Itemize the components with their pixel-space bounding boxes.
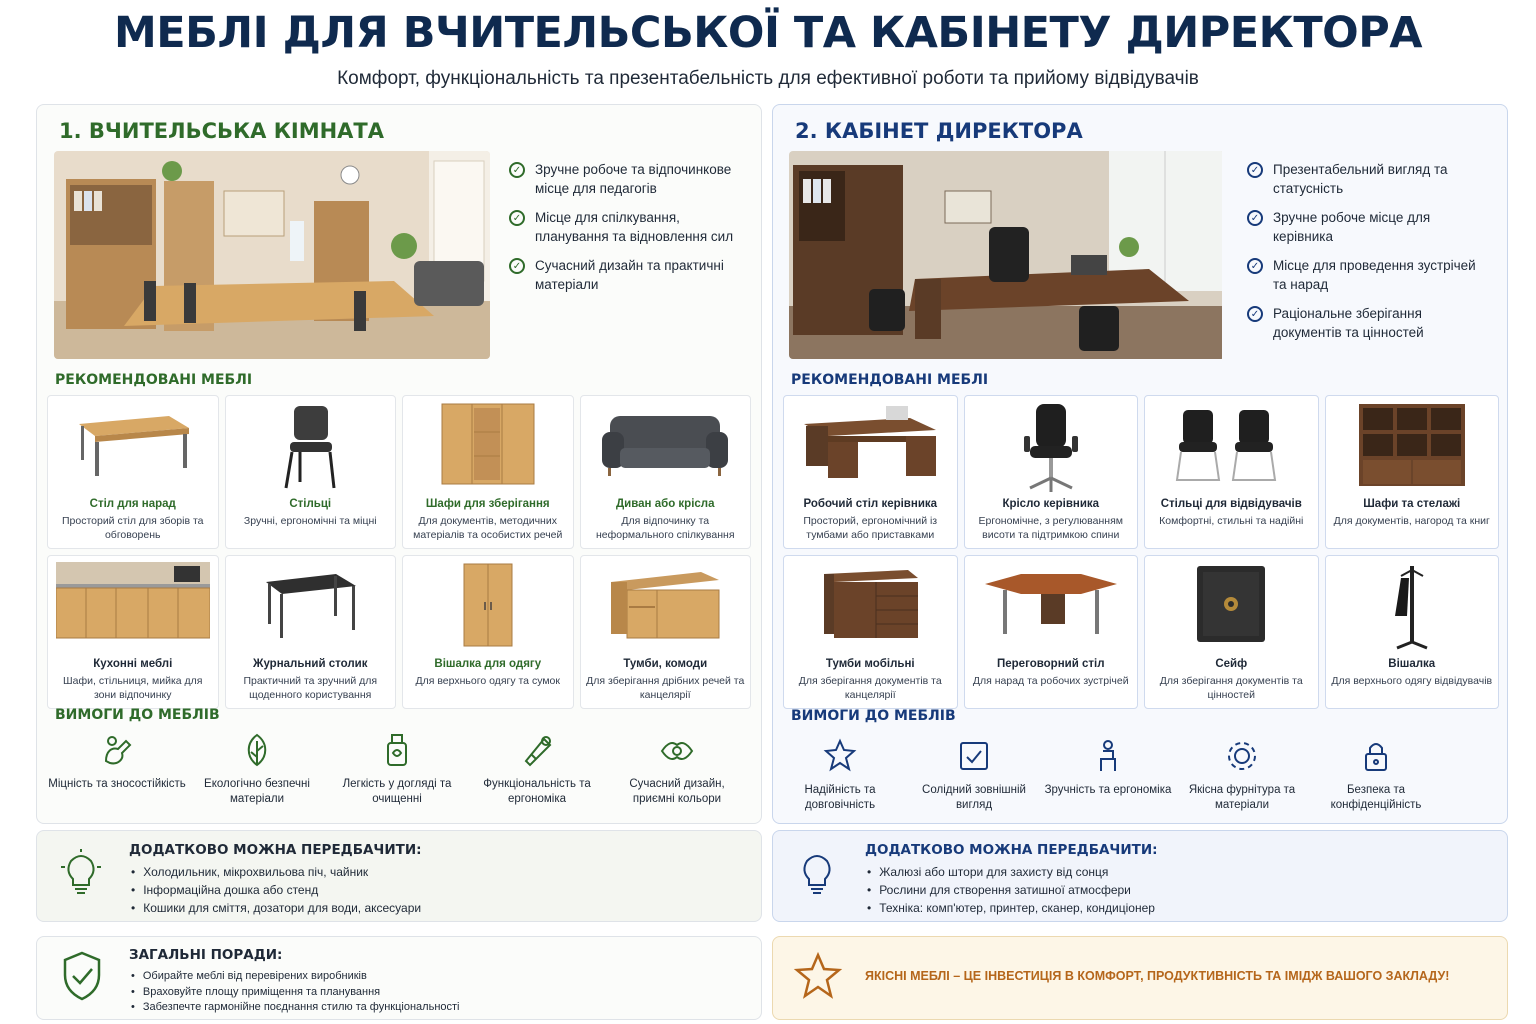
strength-icon [98,731,136,769]
furniture-card [1144,395,1319,549]
furniture-card [47,395,219,549]
lightbulb-icon [59,849,103,899]
furniture-card [225,395,397,549]
director-requirements [773,737,1443,813]
benefit-item: ✓ Презентабельний вигляд та статусність [1247,160,1487,198]
quality-banner [772,936,1508,1020]
furniture-desc: Для зберігання дрібних речей та канцелярії [586,675,745,701]
furniture-desc: Для верхнього одягу відвідувачів [1331,675,1493,687]
teacher-benefits-list [509,160,749,304]
furniture-card [580,555,752,709]
coat-stand-icon [1387,562,1437,650]
furniture-card [1325,555,1500,709]
furniture-name: Стіл для нарад [89,498,176,510]
furniture-name: Робочий стіл керівника [803,498,938,510]
director-section-title: 2. КАБІНЕТ ДИРЕКТОРА [795,119,1083,143]
director-requirements-heading: ВИМОГИ ДО МЕБЛІВ [791,708,956,724]
tools-icon [518,731,556,769]
furniture-desc: Зручні, ергономічні та міцні [243,515,377,527]
list-item: • Обирайте меблі від перевірених виробників [129,969,460,985]
furniture-name: Журнальний столик [253,658,368,670]
tips-heading: ЗАГАЛЬНІ ПОРАДИ: [129,947,283,963]
kitchen-icon [56,562,210,642]
list-item: • Жалюзі або штори для захисту від сонця [865,863,1155,881]
requirement-item: Надійність та довговічність [773,737,907,813]
reliability-icon [821,737,859,775]
benefit-item: ✓ Сучасний дизайн та практичні матеріали [509,256,749,294]
furniture-name: Переговорний стіл [996,658,1105,670]
furniture-card [225,555,397,709]
furniture-name: Стільці для відвідувачів [1160,498,1302,510]
shield-check-icon [61,951,103,1001]
furniture-desc: Для нарад та робочих зустрічей [972,675,1129,687]
benefit-item: ✓ Раціональне зберігання документів та цінностей [1247,304,1487,342]
sofa-icon [600,402,730,482]
table-icon [73,402,193,482]
furniture-desc: Для відпочинку та неформального спілкування [595,515,735,541]
design-icon [658,731,696,769]
furniture-card [1325,395,1500,549]
teacher-requirements-heading: ВИМОГИ ДО МЕБЛІВ [55,707,220,723]
director-office-photo [789,151,1225,359]
furniture-desc: Для документів, методичних матеріалів та особистих речей [413,515,563,541]
check-icon: ✓ [1247,162,1263,178]
director-benefits-list [1247,160,1487,352]
requirement-item: Функціональність та ергономіка [467,731,607,807]
teacher-extra-box [36,830,762,922]
chair-icon [270,402,350,492]
shelving-icon [1357,402,1467,488]
tips-list [129,969,460,1016]
safe-icon [1191,562,1271,646]
furniture-desc: Просторий стіл для зборів та обговорень [61,515,204,541]
furniture-desc: Для документів, нагород та книг [1333,515,1490,527]
furniture-desc: Шафи, стільниця, мийка для зони відпочинку [63,675,203,701]
furniture-name: Сейф [1215,658,1248,670]
director-extra-list [865,863,1155,917]
check-icon: ✓ [1247,306,1263,322]
furniture-name: Крісло керівника [1002,498,1100,510]
banner-text: ЯКІСНІ МЕБЛІ – ЦЕ ІНВЕСТИЦІЯ В КОМФОРТ, ПРОДУКТИВНІСТЬ ТА ІМІДЖ ВАШОГО ЗАКЛАДУ! [865,969,1450,983]
list-item: • Рослини для створення затишної атмосфери [865,881,1155,899]
list-item: • Кошики для сміття, дозатори для води, аксесуари [129,899,421,917]
star-icon [793,951,843,1001]
teacher-section-title: 1. ВЧИТЕЛЬСЬКА КІМНАТА [59,119,384,143]
check-icon: ✓ [509,258,525,274]
requirement-item: Безпека та конфіденційність [1309,737,1443,813]
furniture-card [402,395,574,549]
coffee-table-icon [260,562,360,642]
furniture-card [783,395,958,549]
furniture-desc: Для зберігання документів та цінностей [1159,675,1303,701]
page-title: МЕБЛІ ДЛЯ ВЧИТЕЛЬСЬКОЇ ТА КАБІНЕТУ ДИРЕКТОРА [113,8,1423,58]
gear-icon [1223,737,1261,775]
furniture-card [1144,555,1319,709]
furniture-name: Вішалка [1388,658,1436,670]
furniture-desc: Просторий, ергономічний із тумбами або приставками [803,515,938,541]
list-item: • Інформаційна дошка або стенд [129,881,421,899]
furniture-desc: Для зберігання документів та канцелярії [798,675,942,701]
teacher-extra-list [129,863,421,917]
director-office-panel [772,104,1508,824]
check-icon: ✓ [1247,258,1263,274]
requirement-item: Сучасний дизайн, приємні кольори [607,731,747,807]
drawer-unit-icon [820,562,920,642]
teacher-furniture-heading: РЕКОМЕНДОВАНІ МЕБЛІ [55,372,253,388]
benefit-item: ✓ Зручне робоче місце для керівника [1247,208,1487,246]
cabinet-icon [440,402,536,486]
visitor-chairs-icon [1173,402,1289,486]
check-icon: ✓ [1247,210,1263,226]
furniture-card [580,395,752,549]
requirement-item: Якісна фурнітура та матеріали [1175,737,1309,813]
benefit-item: ✓ Зручне робоче та відпочинкове місце для педагогів [509,160,749,198]
list-item: • Враховуйте площу приміщення та планування [129,985,460,1001]
furniture-card [47,555,219,709]
teacher-room-panel [36,104,762,824]
certificate-icon [955,737,993,775]
requirement-item: Солідний зовнішній вигляд [907,737,1041,813]
director-furniture-grid [783,395,1499,709]
furniture-desc: Для верхнього одягу та сумок [415,675,560,687]
furniture-desc: Комфортні, стильні та надійні [1159,515,1304,527]
furniture-card [783,555,958,709]
furniture-card [964,555,1139,709]
furniture-card [964,395,1139,549]
teacher-room-photo [54,151,490,359]
teacher-requirements [47,731,747,807]
benefit-item: ✓ Місце для спілкування, планування та відновлення сил [509,208,749,246]
furniture-name: Тумби, комоди [623,658,708,670]
teacher-furniture-grid [47,395,751,709]
leaf-icon [238,731,276,769]
requirement-item: Міцність та зносостійкість [47,731,187,807]
teacher-extra-heading: ДОДАТКОВО МОЖНА ПЕРЕДБАЧИТИ: [129,842,422,858]
check-icon: ✓ [509,162,525,178]
furniture-name: Вішалка для одягу [434,658,542,670]
cleaning-icon [378,731,416,769]
ergonomics-icon [1089,737,1127,775]
list-item: • Техніка: комп'ютер, принтер, сканер, кондиціонер [865,899,1155,917]
page-subtitle: Комфорт, функціональність та презентабельність для ефективної роботи та прийому відвідувачів [337,68,1199,89]
list-item: • Забезпечте гармонійне поєднання стилю та функціональності [129,1000,460,1016]
furniture-name: Диван або крісла [615,498,715,510]
director-extra-heading: ДОДАТКОВО МОЖНА ПЕРЕДБАЧИТИ: [865,842,1158,858]
furniture-name: Шафи для зберігання [425,498,550,510]
requirement-item: Зручність та ергономіка [1041,737,1175,813]
general-tips-box [36,936,762,1020]
conference-table-icon [981,562,1121,642]
wardrobe-icon [460,562,516,648]
requirement-item: Легкість у догляді та очищенні [327,731,467,807]
furniture-desc: Ергономічне, з регулюванням висоти та підтримкою спини [978,515,1123,541]
office-chair-icon [1016,402,1086,494]
furniture-card [402,555,574,709]
furniture-name: Шафи та стелажі [1363,498,1461,510]
director-furniture-heading: РЕКОМЕНДОВАНІ МЕБЛІ [791,372,989,388]
executive-desk-icon [800,402,940,482]
furniture-name: Кухонні меблі [93,658,173,670]
check-icon: ✓ [509,210,525,226]
requirement-item: Екологічно безпечні матеріали [187,731,327,807]
lock-icon [1357,737,1395,775]
dresser-icon [607,562,723,642]
furniture-name: Тумби мобільні [825,658,915,670]
furniture-desc: Практичний та зручний для щоденного користування [243,675,378,701]
benefit-item: ✓ Місце для проведення зустрічей та нарад [1247,256,1487,294]
lightbulb-icon [795,849,839,899]
director-extra-box [772,830,1508,922]
furniture-name: Стільці [289,498,332,510]
list-item: • Холодильник, мікрохвильова піч, чайник [129,863,421,881]
